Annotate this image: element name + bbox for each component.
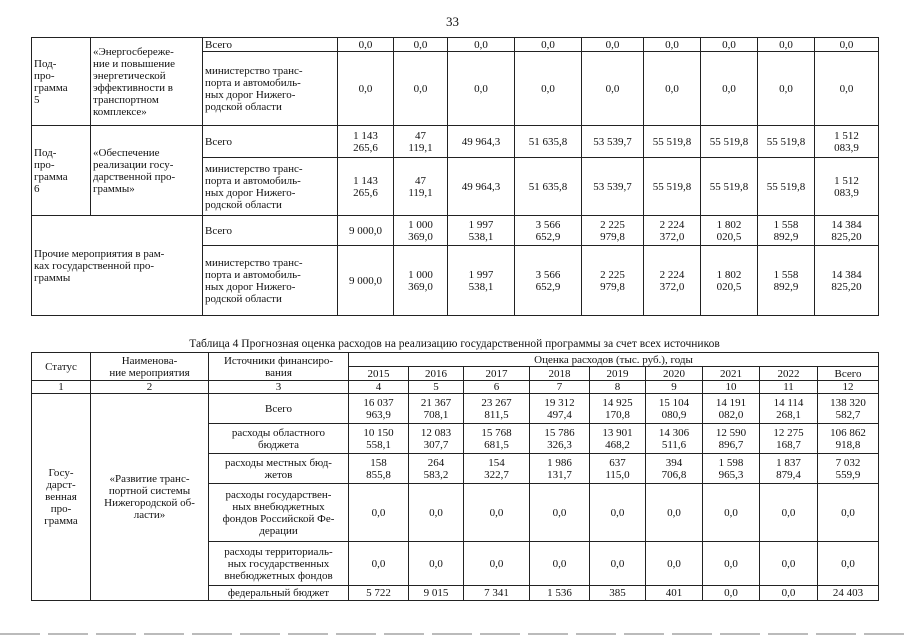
table-row bbox=[32, 126, 879, 158]
value-cell: 1 986 131,7 bbox=[530, 454, 590, 484]
value-cell: 15 104 080,9 bbox=[646, 394, 703, 424]
value-cell: 9 000,0 bbox=[338, 246, 394, 316]
value-cell: 49 964,3 bbox=[448, 158, 515, 216]
value-cell: 47 119,1 bbox=[394, 126, 448, 158]
value-cell: 2 225 979,8 bbox=[582, 216, 644, 246]
column-number: 9 bbox=[646, 381, 703, 394]
value-cell: 55 519,8 bbox=[758, 126, 815, 158]
funding-source: Всего bbox=[203, 38, 338, 52]
value-cell: 0,0 bbox=[349, 542, 409, 586]
value-cell: 10 150 558,1 bbox=[349, 424, 409, 454]
value-cell: 0,0 bbox=[818, 542, 879, 586]
header-row bbox=[32, 353, 879, 367]
value-cell: 14 384 825,20 bbox=[815, 216, 879, 246]
page-number: 33 bbox=[446, 14, 459, 29]
year-header: 2022 bbox=[760, 367, 818, 381]
value-cell: 0,0 bbox=[703, 542, 760, 586]
table-title: Таблица 4 Прогнозная оценка расходов на реализацию государственной программы за счет всех источников bbox=[189, 338, 720, 350]
value-cell: 1 598 965,3 bbox=[703, 454, 760, 484]
value-cell: 47 119,1 bbox=[394, 158, 448, 216]
name-header: Наименова- ние мероприятия bbox=[91, 353, 209, 381]
value-cell: 24 403 bbox=[818, 586, 879, 601]
value-cell: 0,0 bbox=[338, 52, 394, 126]
value-cell: 1 143 265,6 bbox=[338, 158, 394, 216]
value-cell: 0,0 bbox=[590, 542, 646, 586]
value-cell: 49 964,3 bbox=[448, 126, 515, 158]
column-number: 4 bbox=[349, 381, 409, 394]
value-cell: 21 367 708,1 bbox=[409, 394, 464, 424]
value-cell: 12 083 307,7 bbox=[409, 424, 464, 454]
value-cell: 55 519,8 bbox=[701, 126, 758, 158]
value-cell: 2 225 979,8 bbox=[582, 246, 644, 316]
table-row bbox=[32, 38, 879, 52]
value-cell: 51 635,8 bbox=[515, 158, 582, 216]
value-cell: 0,0 bbox=[815, 38, 879, 52]
source-header: Источники финансиро- вания bbox=[209, 353, 349, 381]
subprogram-name: «Обеспечение реализации госу- дарственной про- граммы» bbox=[91, 126, 203, 216]
value-cell: 1 512 083,9 bbox=[815, 126, 879, 158]
column-number: 3 bbox=[209, 381, 349, 394]
value-cell: 0,0 bbox=[464, 484, 530, 542]
value-cell: 1 802 020,5 bbox=[701, 216, 758, 246]
value-cell: 9 000,0 bbox=[338, 216, 394, 246]
value-cell: 0,0 bbox=[349, 484, 409, 542]
value-cell: 16 037 963,9 bbox=[349, 394, 409, 424]
value-cell: 1 000 369,0 bbox=[394, 216, 448, 246]
value-cell: 5 722 bbox=[349, 586, 409, 601]
estimate-header: Оценка расходов (тыс. руб.), годы bbox=[349, 353, 879, 367]
value-cell: 23 267 811,5 bbox=[464, 394, 530, 424]
year-header: 2019 bbox=[590, 367, 646, 381]
subprogram-funding-table bbox=[31, 37, 879, 316]
value-cell: 14 925 170,8 bbox=[590, 394, 646, 424]
value-cell: 7 032 559,9 bbox=[818, 454, 879, 484]
value-cell: 1 837 879,4 bbox=[760, 454, 818, 484]
status-cell: Госу- дарст- венная про- грамма bbox=[32, 394, 91, 601]
value-cell: 264 583,2 bbox=[409, 454, 464, 484]
year-header: 2016 bbox=[409, 367, 464, 381]
value-cell: 55 519,8 bbox=[758, 158, 815, 216]
year-header: Всего bbox=[818, 367, 879, 381]
value-cell: 0,0 bbox=[515, 52, 582, 126]
forecast-expense-table bbox=[31, 352, 879, 601]
column-number: 1 bbox=[32, 381, 91, 394]
value-cell: 0,0 bbox=[582, 38, 644, 52]
value-cell: 53 539,7 bbox=[582, 126, 644, 158]
value-cell: 0,0 bbox=[760, 586, 818, 601]
value-cell: 0,0 bbox=[818, 484, 879, 542]
value-cell: 0,0 bbox=[530, 484, 590, 542]
value-cell: 637 115,0 bbox=[590, 454, 646, 484]
value-cell: 0,0 bbox=[644, 38, 701, 52]
value-cell: 55 519,8 bbox=[644, 126, 701, 158]
funding-source: министерство транс- порта и автомобиль- ных дорог Нижего- родской области bbox=[203, 158, 338, 216]
funding-source: расходы государствен- ных внебюджетных фондов Российской Фе- дерации bbox=[209, 484, 349, 542]
column-number: 6 bbox=[464, 381, 530, 394]
value-cell: 19 312 497,4 bbox=[530, 394, 590, 424]
value-cell: 3 566 652,9 bbox=[515, 246, 582, 316]
value-cell: 1 802 020,5 bbox=[701, 246, 758, 316]
column-number: 5 bbox=[409, 381, 464, 394]
value-cell: 0,0 bbox=[646, 484, 703, 542]
subprogram-label: Под- про- грамма 5 bbox=[32, 38, 91, 126]
year-header: 2021 bbox=[703, 367, 760, 381]
value-cell: 394 706,8 bbox=[646, 454, 703, 484]
value-cell: 0,0 bbox=[760, 484, 818, 542]
value-cell: 154 322,7 bbox=[464, 454, 530, 484]
value-cell: 55 519,8 bbox=[644, 158, 701, 216]
value-cell: 0,0 bbox=[464, 542, 530, 586]
value-cell: 13 901 468,2 bbox=[590, 424, 646, 454]
value-cell: 7 341 bbox=[464, 586, 530, 601]
funding-source: Всего bbox=[209, 394, 349, 424]
funding-source: министерство транс- порта и автомобиль- ных дорог Нижего- родской области bbox=[203, 52, 338, 126]
value-cell: 106 862 918,8 bbox=[818, 424, 879, 454]
funding-source: расходы территориаль- ных государственных внебюджетных фондов bbox=[209, 542, 349, 586]
subprogram-label: Под- про- грамма 6 bbox=[32, 126, 91, 216]
value-cell: 401 bbox=[646, 586, 703, 601]
value-cell: 0,0 bbox=[701, 38, 758, 52]
funding-source: министерство транс- порта и автомобиль- ных дорог Нижего- родской области bbox=[203, 246, 338, 316]
value-cell: 0,0 bbox=[758, 38, 815, 52]
value-cell: 1 536 bbox=[530, 586, 590, 601]
value-cell: 0,0 bbox=[590, 484, 646, 542]
value-cell: 158 855,8 bbox=[349, 454, 409, 484]
column-number: 12 bbox=[818, 381, 879, 394]
value-cell: 12 275 168,7 bbox=[760, 424, 818, 454]
value-cell: 15 768 681,5 bbox=[464, 424, 530, 454]
year-header: 2018 bbox=[530, 367, 590, 381]
value-cell: 3 566 652,9 bbox=[515, 216, 582, 246]
value-cell: 15 786 326,3 bbox=[530, 424, 590, 454]
value-cell: 1 558 892,9 bbox=[758, 246, 815, 316]
value-cell: 55 519,8 bbox=[701, 158, 758, 216]
value-cell: 1 143 265,6 bbox=[338, 126, 394, 158]
value-cell: 1 000 369,0 bbox=[394, 246, 448, 316]
column-number: 8 bbox=[590, 381, 646, 394]
year-header: 2020 bbox=[646, 367, 703, 381]
value-cell: 1 997 538,1 bbox=[448, 246, 515, 316]
subprogram-name: «Энергосбереже- ние и повышение энергетической эффективности в транспортном комплексе» bbox=[91, 38, 203, 126]
table-row bbox=[32, 216, 879, 246]
value-cell: 0,0 bbox=[815, 52, 879, 126]
value-cell: 0,0 bbox=[758, 52, 815, 126]
column-number-row bbox=[32, 381, 879, 394]
value-cell: 14 384 825,20 bbox=[815, 246, 879, 316]
value-cell: 138 320 582,7 bbox=[818, 394, 879, 424]
value-cell: 9 015 bbox=[409, 586, 464, 601]
value-cell: 385 bbox=[590, 586, 646, 601]
value-cell: 14 306 511,6 bbox=[646, 424, 703, 454]
other-activities-name: Прочие мероприятия в рам- ках государственной про- граммы bbox=[32, 216, 203, 316]
funding-source: Всего bbox=[203, 216, 338, 246]
year-header: 2015 bbox=[349, 367, 409, 381]
value-cell: 0,0 bbox=[394, 52, 448, 126]
value-cell: 0,0 bbox=[338, 38, 394, 52]
value-cell: 0,0 bbox=[760, 542, 818, 586]
funding-source: федеральный бюджет bbox=[209, 586, 349, 601]
value-cell: 0,0 bbox=[515, 38, 582, 52]
value-cell: 0,0 bbox=[701, 52, 758, 126]
value-cell: 0,0 bbox=[530, 542, 590, 586]
value-cell: 0,0 bbox=[448, 38, 515, 52]
value-cell: 0,0 bbox=[703, 484, 760, 542]
value-cell: 53 539,7 bbox=[582, 158, 644, 216]
column-number: 10 bbox=[703, 381, 760, 394]
table-row bbox=[32, 394, 879, 424]
status-header: Статус bbox=[32, 353, 91, 381]
value-cell: 0,0 bbox=[394, 38, 448, 52]
value-cell: 2 224 372,0 bbox=[644, 246, 701, 316]
value-cell: 14 114 268,1 bbox=[760, 394, 818, 424]
value-cell: 1 558 892,9 bbox=[758, 216, 815, 246]
value-cell: 0,0 bbox=[703, 586, 760, 601]
column-number: 7 bbox=[530, 381, 590, 394]
value-cell: 1 997 538,1 bbox=[448, 216, 515, 246]
program-name: «Развитие транс- портной системы Нижегородской об- ласти» bbox=[91, 394, 209, 601]
value-cell: 14 191 082,0 bbox=[703, 394, 760, 424]
value-cell: 1 512 083,9 bbox=[815, 158, 879, 216]
page-edge-divider bbox=[0, 633, 905, 635]
year-header: 2017 bbox=[464, 367, 530, 381]
column-number: 2 bbox=[91, 381, 209, 394]
column-number: 11 bbox=[760, 381, 818, 394]
value-cell: 51 635,8 bbox=[515, 126, 582, 158]
funding-source: Всего bbox=[203, 126, 338, 158]
value-cell: 0,0 bbox=[582, 52, 644, 126]
value-cell: 12 590 896,7 bbox=[703, 424, 760, 454]
value-cell: 0,0 bbox=[644, 52, 701, 126]
value-cell: 0,0 bbox=[409, 484, 464, 542]
funding-source: расходы областного бюджета bbox=[209, 424, 349, 454]
funding-source: расходы местных бюд- жетов bbox=[209, 454, 349, 484]
value-cell: 2 224 372,0 bbox=[644, 216, 701, 246]
value-cell: 0,0 bbox=[646, 542, 703, 586]
value-cell: 0,0 bbox=[409, 542, 464, 586]
value-cell: 0,0 bbox=[448, 52, 515, 126]
